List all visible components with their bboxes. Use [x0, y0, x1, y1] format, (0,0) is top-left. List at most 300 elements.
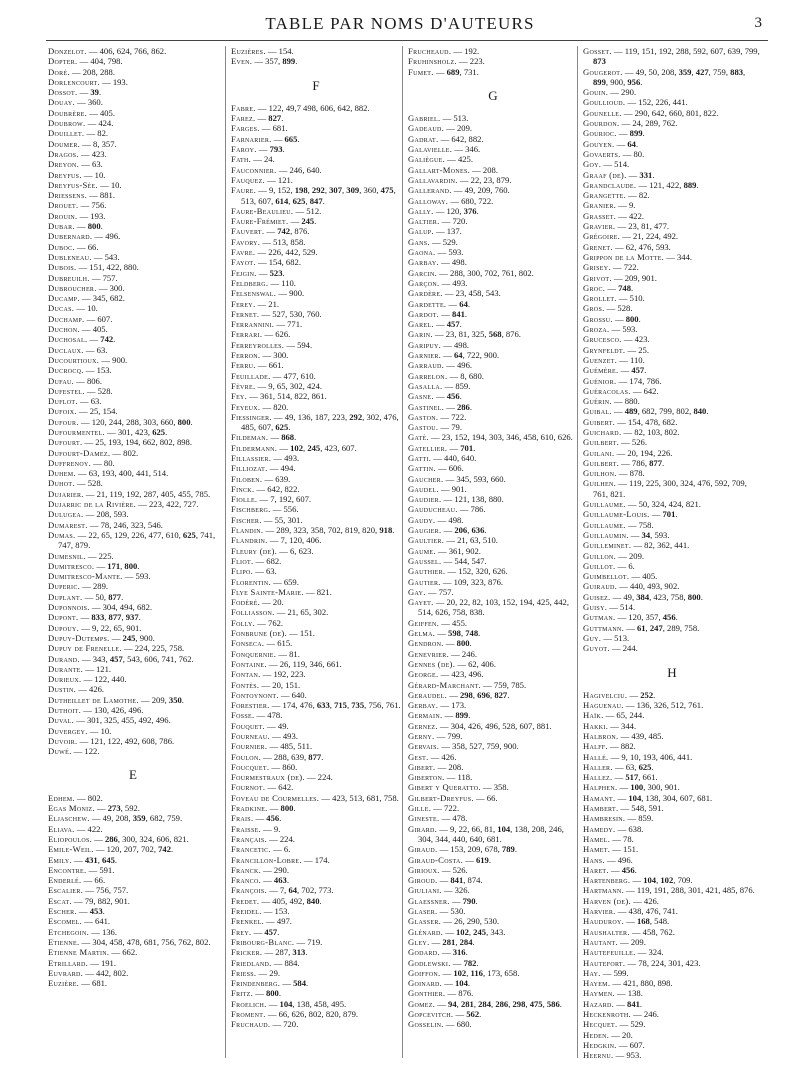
author-name: Goullioud. [583, 97, 626, 108]
author-name: Etienne. [48, 936, 80, 947]
author-name: Dreyon. [48, 159, 80, 170]
author-name: Gardot. [408, 308, 440, 319]
author-name: Halphen. [583, 782, 618, 793]
index-entry: Egas Moniz. — 273, 592. [48, 803, 140, 814]
author-name: Garin. [408, 329, 433, 340]
index-entry: Donzelot. — 406, 624, 766, 862. [48, 46, 167, 56]
author-name: Gardette. [408, 298, 447, 309]
page-references: 193. [90, 210, 106, 221]
page-references: 304, 426, 496, 528, 607, 881. [450, 720, 552, 731]
page-references: 65, 244. [616, 710, 645, 721]
page-references: 20. [272, 597, 284, 608]
page-references: 6, 623. [289, 545, 314, 556]
page-references: 806. [86, 375, 102, 386]
page-references: 10. [87, 303, 98, 314]
author-name: Dufau. [48, 375, 75, 386]
page-references: 899. [629, 128, 645, 139]
page-references: 50, 877. [95, 591, 124, 602]
index-entry: Gasne. — 456. [408, 391, 462, 402]
page-references: 361, 902. [448, 545, 481, 556]
author-name: Godlewski. [408, 957, 451, 968]
index-entry: Dumitresco-Mante. — 593. [48, 571, 151, 582]
page-references: 120, 376. [446, 205, 479, 216]
page-references: 316. [452, 947, 468, 958]
page-references: 642, 882. [451, 133, 484, 144]
page-references: 64. [627, 138, 639, 149]
page-references: 426. [643, 895, 659, 906]
author-name: Hartmann. [583, 885, 625, 896]
index-entry: Guichard. — 82, 103, 802. [583, 426, 680, 437]
page-references: 859. [638, 813, 654, 824]
author-name: Favory. [231, 236, 261, 247]
author-name: Grossu. [583, 313, 613, 324]
page-references: 661. [268, 360, 284, 371]
page-references: 286. [456, 401, 472, 412]
author-name: Ducourtioux. [48, 354, 100, 365]
page-references: 9, 10, 193, 406, 441. [621, 751, 693, 762]
page-references: 9. [628, 200, 636, 211]
author-name: Dupuy-Dutemps. [48, 632, 110, 643]
index-entry: Dufau. — 806. [48, 375, 102, 386]
author-name: Français. [231, 833, 267, 844]
author-name: Frey. [231, 926, 252, 937]
page-references: 868. [281, 432, 297, 443]
index-entry: Duplant. — 50, 877. [48, 591, 124, 602]
page-references: 345, 593, 660. [456, 473, 506, 484]
index-entry: Dragos. — 423. [48, 148, 107, 159]
author-name: Guillaumin. [583, 529, 629, 540]
page-references: 638. [628, 823, 644, 834]
author-name: Driessens. [48, 190, 88, 201]
index-entry: Glasser. — 26, 290, 530. [408, 916, 500, 927]
index-entry: Galiègue. — 425. [408, 154, 473, 165]
page-references: 514. [620, 602, 636, 613]
page-references: 224. [279, 833, 295, 844]
index-entry: Dreyfus. — 10. [48, 169, 106, 180]
author-name: Grippon de la Motte. [583, 251, 665, 262]
author-name: Hallez. [583, 772, 613, 783]
page-references: 607. [97, 313, 113, 324]
page-references: 208, 593. [96, 509, 129, 520]
page-references: 800. [625, 313, 641, 324]
index-entry: Emile-Weil. — 120, 207, 702, 742. [48, 844, 174, 855]
author-name: Dufoix. [48, 406, 77, 417]
index-entry: Gendron. — 800. [408, 638, 472, 649]
index-entry: Ducrocq. — 153. [48, 365, 112, 376]
index-entry: Glénard. — 102, 245, 343. [408, 926, 506, 937]
index-entry: Galavielle. — 346. [408, 144, 481, 155]
page-references: 29. [269, 967, 281, 978]
index-entry: Fontoynont. — 640. [231, 689, 307, 700]
page-references: 423, 513, 681, 758. [332, 792, 399, 803]
index-entry: Guérin. — 880. [583, 396, 640, 407]
page-references: 498. [448, 514, 464, 525]
index-entry: Filoben. — 639. [231, 473, 291, 484]
author-name: Garrelon. [408, 370, 448, 381]
page-references: 209. [628, 550, 645, 561]
page-references: 496. [617, 854, 633, 865]
index-entry: Favre. — 226, 442, 529. [231, 247, 318, 258]
page-references: 640. [291, 689, 307, 700]
author-name: Fleury (de). [231, 545, 278, 556]
author-name: Fricker. [231, 947, 263, 958]
page-references: 457. [631, 365, 647, 376]
index-entry: Gally. — 120, 376. [408, 205, 479, 216]
page-references: 346. [465, 144, 481, 155]
page-references: 119, 191, 288, 301, 421, 485, 876. [636, 885, 755, 896]
index-entry: Hamel. — 78. [583, 833, 634, 844]
index-entry: Friedland. — 884. [231, 957, 300, 968]
index-entry: Hautant. — 209. [583, 936, 646, 947]
index-entry: Grivot. — 209, 901. [583, 272, 657, 283]
author-name: Guibal. [583, 406, 612, 417]
author-name: Genevrier. [408, 648, 450, 659]
index-entry: Dubroucher. — 300. [48, 282, 125, 293]
index-entry: Escalier. — 756, 757. [48, 885, 129, 896]
author-name: Francetic. [231, 844, 271, 855]
page-references: 682. [266, 555, 282, 566]
author-name: Gonthier. [408, 988, 446, 999]
index-entry: Dubreuilh. — 757. [48, 272, 118, 283]
page-references: 151. [623, 844, 639, 855]
author-name: Groza. [583, 324, 610, 335]
index-entry: Faure-Beaulieu. — 512. [231, 205, 322, 216]
index-entry: Gaultier. — 21, 63, 510. [408, 535, 498, 546]
page-references: 440, 493, 902. [629, 581, 680, 592]
author-name: Fontan. [231, 669, 261, 680]
author-name: Gardère. [408, 288, 443, 299]
page-references: 456. [621, 864, 637, 875]
author-name: Grandclaude. [583, 179, 637, 190]
author-name: Gouyen. [583, 138, 615, 149]
author-name: Ducas. [48, 303, 75, 314]
author-name: Fodéré. [231, 597, 261, 608]
author-name: Gourioc. [583, 128, 617, 139]
index-entry: Hartenberg. — 104, 102, 709. [583, 875, 693, 886]
page-references: 827. [268, 113, 284, 124]
index-entry: Guilhon. — 878. [583, 468, 645, 479]
author-name: Haller. [583, 761, 613, 772]
author-name: Dumas. [48, 529, 76, 540]
page-references: 120, 357, 456. [628, 612, 678, 623]
index-entry: Gastinel. — 286. [408, 401, 472, 412]
index-entry: Fournot. — 642. [231, 782, 294, 793]
author-name: Ferron. [231, 350, 261, 361]
index-entry: Frey. — 457. [231, 926, 280, 937]
page-references: 953. [626, 1050, 642, 1061]
author-name: Feldberg. [231, 277, 269, 288]
author-name: Dustin. [48, 684, 77, 695]
index-entry: Fèvre. — 9, 65, 302, 424. [231, 380, 323, 391]
section-letter: H [667, 664, 677, 680]
page-references: 662. [122, 947, 138, 958]
author-name: Geraudel. [408, 689, 448, 700]
page-references: 9. [273, 823, 281, 834]
author-name: Galiègue. [408, 154, 446, 165]
page-references: 301, 423, 625. [117, 426, 168, 437]
author-name: Gastinel. [408, 401, 445, 412]
author-name: Gaudier. [408, 494, 442, 505]
page-references: 426. [441, 751, 457, 762]
page-references: 757. [438, 586, 454, 597]
page-references: 298, 696, 827. [459, 689, 510, 700]
page-references: 9, 65, 302, 424. [268, 380, 323, 391]
page-references: 21, 224, 492. [632, 231, 679, 242]
author-name: Ferreyrolles. [231, 339, 285, 350]
index-entry: Goy. — 514. [583, 159, 630, 170]
page-references: 326. [454, 885, 470, 896]
index-entry: Gougerot. — 49, 50, 208, 359, 427, 759, 883, 899, 900, 956. [583, 66, 746, 87]
index-entry: Gauducheau. — 786. [408, 504, 486, 515]
page-references: 136, 326, 512, 761. [636, 700, 704, 711]
page-references: 244. [622, 643, 638, 654]
page-references: 405. [92, 324, 108, 335]
index-entry: Hay. — 599. [583, 967, 629, 978]
author-name: Galtier. [408, 216, 440, 227]
author-name: Duchamp. [48, 313, 85, 324]
page-references: 82. [97, 128, 109, 139]
author-name: Fribourg-Blanc. [231, 936, 295, 947]
page-references: 66. [486, 792, 498, 803]
page-references: 455. [451, 617, 468, 628]
author-name: Guttmann. [583, 622, 625, 633]
author-name: Gaugier. [408, 525, 442, 536]
index-entry: Gaudy. — 498. [408, 514, 464, 525]
page-references: 422. [628, 210, 645, 221]
index-entry: Frindenberg. — 584. [231, 978, 309, 989]
author-name: Giroud. [408, 875, 438, 886]
author-name: Duvergey. [48, 725, 88, 736]
index-entry: Feuillade. — 477, 610. [231, 370, 316, 381]
index-entry: Gourdon. — 24, 289, 762. [583, 118, 678, 129]
index-entry: Encontre. — 591. [48, 864, 115, 875]
author-name: Dujarric de la Rivière. [48, 499, 137, 510]
page-references: 130, 426, 496. [93, 705, 144, 715]
index-entry: Fleury (de). — 6, 623. [231, 545, 314, 556]
author-name: Dumitresco-Mante. [48, 571, 123, 582]
page-references: 174, 476, 633, 715, 735, 756, 761. [282, 700, 401, 711]
page-references: 171, 800. [107, 560, 140, 571]
author-name: Doré. [48, 66, 70, 77]
author-name: Fredet. [231, 895, 260, 906]
author-name: Faure-Frémiet. [231, 216, 289, 227]
author-name: François. [231, 885, 267, 896]
page-references: 544, 547. [454, 555, 487, 566]
page-references: 153, 209, 678, 789. [450, 844, 517, 855]
author-name: Fonquernie. [231, 648, 277, 659]
page-references: 361, 514, 822, 861. [260, 391, 327, 402]
author-name: Hartenberg. [583, 875, 631, 886]
author-name: Dumarest. [48, 519, 88, 530]
index-entry: Folliasson. — 21, 65, 302. [231, 607, 329, 618]
index-entry: Halphen. — 100, 300, 901. [583, 782, 680, 793]
page-references: 290, 642, 660, 801, 822. [634, 107, 719, 118]
author-name: Grisey. [583, 262, 611, 273]
index-entry: Gosset. — 119, 151, 192, 288, 592, 607, 639, 799, 873 [583, 46, 760, 67]
index-entry: Fiessinger. — 49, 136, 187, 223, 292, 302, 476, 485, 607, 625. [231, 411, 399, 433]
page-references: 344. [677, 251, 693, 262]
author-name: Hauduroy. [583, 916, 625, 927]
index-entry: Giroud. — 841, 874. [408, 875, 483, 886]
index-entry: Hambert. — 548, 591. [583, 803, 664, 814]
page-references: 121, 422, 889. [649, 179, 699, 190]
index-entry: Dufourmentel. — 301, 423, 625. [48, 426, 168, 437]
page-references: 358, 527, 759, 900. [452, 741, 519, 752]
index-entry: Gattin. — 606. [408, 463, 464, 474]
author-name: Guichard. [583, 426, 622, 437]
author-name: Durand. [48, 653, 80, 664]
index-entry: Frucheaud. — 192. [408, 46, 480, 56]
index-entry: Grasset. — 422. [583, 210, 645, 221]
page-references: 422. [87, 823, 103, 834]
page-references: 720. [452, 216, 468, 227]
author-name: Dufourt. [48, 437, 83, 448]
index-entry: Escat. — 79, 882, 901. [48, 895, 130, 906]
author-name: Escalier. [48, 885, 84, 896]
index-entry: Gaugier. — 206, 636. [408, 525, 487, 536]
page-references: 208. [448, 761, 464, 772]
index-entry: Foucquet. — 860. [231, 761, 298, 772]
author-name: Flye Sainte-Marie. [231, 586, 304, 597]
index-entry: Ferrannini. — 771. [231, 319, 303, 330]
index-entry: Duhot. — 528. [48, 478, 103, 489]
page-number: 3 [754, 15, 762, 31]
author-name: Gay. [408, 586, 426, 597]
index-entry: Guisez. — 49, 384, 423, 758, 800. [583, 591, 703, 602]
page-references: 121, 122, 492, 608, 786. [90, 735, 175, 746]
page-references: 901. [451, 483, 467, 494]
page-references: 593. [448, 247, 464, 258]
page-references: 833, 877, 937. [91, 612, 141, 623]
author-name: Haret. [583, 864, 609, 875]
index-entry: Gauthier. — 152, 320, 626. [408, 566, 508, 577]
index-entry: Dubleneau. — 543. [48, 251, 120, 262]
index-entry: Fonseca. — 615. [231, 638, 293, 649]
index-entry: Franco. — 463. [231, 875, 289, 886]
page-references: 701. [662, 509, 678, 520]
author-name: Doubrère. [48, 107, 88, 118]
index-entry: Faure-Frémiet. — 245. [231, 216, 317, 227]
page-references: 513. [614, 632, 630, 643]
page-references: 680. [456, 1019, 472, 1030]
page-references: 49, 384, 423, 758, 800. [623, 591, 703, 602]
author-name: Gallart-Mones. [408, 164, 471, 175]
index-entry: Grippon de la Motte. — 344. [583, 251, 693, 262]
page-references: 517, 661. [625, 772, 658, 783]
author-name: Eliopoulos. [48, 833, 93, 844]
page-references: 61, 247, 289, 758. [636, 622, 700, 633]
page-references: 477, 610. [283, 370, 316, 381]
page-references: 599. [613, 967, 629, 978]
author-name: Duclaux. [48, 344, 84, 355]
page-references: 423. [91, 148, 107, 159]
index-entry: Gerbay. — 173. [408, 700, 467, 711]
section-letter: F [312, 77, 320, 93]
page-references: 209, 350. [151, 694, 184, 705]
author-name: Forestier. [231, 700, 270, 711]
page-references: 20. [622, 1029, 633, 1040]
author-name: Garcin. [408, 267, 438, 278]
author-name: Gendron. [408, 638, 444, 649]
page-references: 900. [289, 288, 305, 299]
page-references: 10. [100, 725, 112, 736]
author-name: Groc. [583, 282, 606, 293]
author-name: Glasser. [408, 916, 442, 927]
author-name: Froelich. [231, 998, 267, 1009]
author-name: Godard. [408, 947, 440, 958]
index-entry: Garrelon. — 8, 680. [408, 370, 484, 381]
index-entry: Grégoire. — 21, 224, 492. [583, 231, 679, 242]
index-entry: Doumer. — 8, 357. [48, 138, 117, 149]
index-entry: Gest. — 426. [408, 751, 457, 762]
page-references: 10. [94, 169, 106, 180]
index-entry: Duvoir. — 121, 122, 492, 608, 786. [48, 735, 175, 746]
index-entry: Hamedy. — 638. [583, 823, 644, 834]
page-references: 209. [456, 123, 473, 134]
index-entry: Hayem. — 421, 880, 898. [583, 978, 673, 989]
page-references: 154. [278, 46, 294, 56]
page-references: 168, 548. [636, 916, 670, 927]
index-entry: Duwé. — 122. [48, 746, 100, 757]
page-references: 174, 786. [629, 375, 662, 386]
index-entry: Haguenau. — 136, 326, 512, 761. [583, 700, 704, 711]
page-references: 665. [284, 133, 300, 144]
page-references: 288, 639, 877. [273, 751, 324, 762]
author-name: Eliava. [48, 823, 75, 834]
page-references: 7, 120, 406. [280, 535, 322, 546]
author-name: Gourdon. [583, 118, 620, 129]
page-references: 10. [110, 179, 122, 190]
page-references: 358. [493, 782, 509, 793]
index-entry: Douillet. — 82. [48, 128, 109, 139]
page-header [0, 12, 800, 36]
author-name: Gaona. [408, 247, 436, 258]
page-references: 122, 49,7 498, 606, 642, 882. [268, 102, 370, 113]
index-column-4 [583, 46, 761, 1061]
index-entry: Hauduroy. — 168, 548. [583, 916, 670, 927]
index-entry: Godard. — 316. [408, 947, 468, 958]
author-name: Graaf (de). [583, 169, 627, 180]
page-references: 25, 193, 194, 662, 802, 898. [95, 437, 192, 448]
index-entry: Guéracolas. — 642. [583, 385, 659, 396]
index-entry: Goinard. — 104. [408, 978, 471, 989]
page-references: 881. [99, 190, 115, 201]
index-entry: Heden. — 20. [583, 1029, 633, 1040]
page-references: 800. [456, 638, 472, 649]
index-entry: Gounelle. — 290, 642, 660, 801, 822. [583, 107, 719, 118]
index-entry: Fruchaud. — 720. [231, 1019, 299, 1030]
index-entry: Girard. — 9, 22, 66, 81, 104, 138, 208, 246, 304, 344, 440, 640, 681. [408, 823, 564, 844]
index-entry: Guiraud. — 440, 493, 902. [583, 581, 680, 592]
author-name: Hayem. [583, 978, 611, 989]
author-name: Gans. [408, 236, 430, 247]
index-entry: Gros. — 528. [583, 303, 633, 314]
index-entry: Fischberg. — 556. [231, 504, 299, 515]
index-entry: Haymen. — 138. [583, 988, 643, 999]
index-entry: Gouin. — 290. [583, 87, 637, 98]
index-entry: Duffrenoy. — 80. [48, 457, 115, 468]
author-name: Fildeman. [231, 432, 269, 443]
author-name: Guibert. [583, 416, 616, 427]
index-entry: Grucesco. — 423. [583, 334, 650, 345]
page-references: 63, 625. [625, 761, 654, 772]
page-references: 493. [452, 277, 468, 288]
index-entry: Gastou. — 79. [408, 422, 462, 433]
author-name: Gerny. [408, 731, 435, 741]
index-entry: Hautefeuille. — 324. [583, 947, 664, 958]
page-references: 226, 442, 529. [268, 247, 318, 258]
author-name: Ferey. [231, 298, 256, 309]
